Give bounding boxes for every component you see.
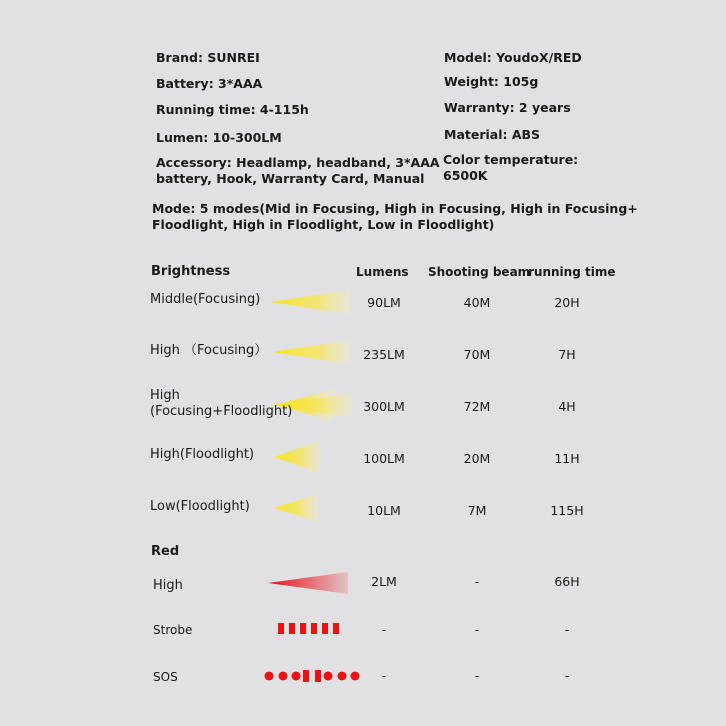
time-header: running time (528, 265, 616, 279)
mode-line2: Floodlight, High in Floodlight, Low in Floodlight) (152, 217, 495, 232)
focus-beam-icon (270, 290, 352, 314)
lumens-value: 90LM (367, 295, 401, 310)
mode-label-line1: High (150, 388, 180, 403)
spec-material: Material: ABS (444, 127, 541, 142)
red-header: Red (151, 544, 180, 559)
lumens-value: 235LM (363, 347, 405, 362)
time-value: 20H (554, 295, 580, 310)
red-mode-label: High (153, 578, 183, 593)
time-value: 4H (558, 399, 576, 414)
lumens-value: 2LM (371, 574, 397, 589)
strobe-icon (278, 623, 342, 636)
beam-value: - (474, 574, 480, 589)
lumens-value: 10LM (367, 503, 401, 518)
lumens-value: - (381, 622, 387, 637)
lumens-value: - (381, 668, 387, 683)
red-mode-label: SOS (153, 670, 178, 684)
lumens-value: 300LM (363, 399, 405, 414)
focus-beam-icon (272, 340, 352, 364)
red-beam-icon (268, 572, 350, 596)
time-value: 7H (558, 347, 576, 362)
time-value: 11H (554, 451, 580, 466)
spec-running-time: Running time: 4-115h (156, 102, 309, 117)
spec-model: Model: YoudoX/RED (444, 50, 582, 65)
spec-battery: Battery: 3*AAA (156, 76, 263, 91)
accessory-line2: battery, Hook, Warranty Card, Manual (156, 171, 425, 186)
mode-description (152, 201, 638, 233)
beam-header: Shooting beam (428, 265, 531, 279)
beam-value: 72M (463, 399, 491, 414)
red-mode-label: Strobe (153, 623, 193, 637)
time-value: 115H (550, 503, 584, 518)
mode-label: High （Focusing） (150, 343, 268, 358)
spec-warranty: Warranty: 2 years (444, 100, 571, 115)
time-value: - (564, 668, 570, 683)
beam-value: 20M (463, 451, 491, 466)
color-temp-line2: 6500K (443, 168, 488, 183)
beam-value: - (474, 622, 480, 637)
beam-value: 70M (463, 347, 491, 362)
mode-label-line2: (Focusing+Floodlight) (150, 404, 293, 419)
spec-brand: Brand: SUNREI (156, 50, 260, 65)
spec-lumen: Lumen: 10-300LM (156, 130, 282, 145)
mode-label: High(Floodlight) (150, 447, 255, 462)
mode-label: Middle(Focusing) (150, 292, 261, 307)
time-value: 66H (554, 574, 580, 589)
beam-value: - (474, 668, 480, 683)
beam-value: 7M (467, 503, 487, 518)
spec-accessory (156, 155, 440, 187)
lumens-value: 100LM (363, 451, 405, 466)
mode-line1: Mode: 5 modes(Mid in Focusing, High in Focusing, High in Focusing+ (152, 201, 638, 216)
flood-beam-icon (274, 441, 322, 473)
mode-label (150, 388, 292, 420)
beam-value: 40M (463, 295, 491, 310)
spec-color-temperature (443, 152, 578, 184)
spec-weight: Weight: 105g (444, 74, 539, 89)
flood-beam-icon (274, 494, 320, 522)
mode-label: Low(Floodlight) (150, 499, 250, 514)
brightness-header: Brightness (151, 264, 231, 279)
lumens-header: Lumens (356, 265, 409, 279)
time-value: - (564, 622, 570, 637)
accessory-line1: Accessory: Headlamp, headband, 3*AAA (156, 155, 440, 170)
color-temp-line1: Color temperature: (443, 152, 579, 167)
